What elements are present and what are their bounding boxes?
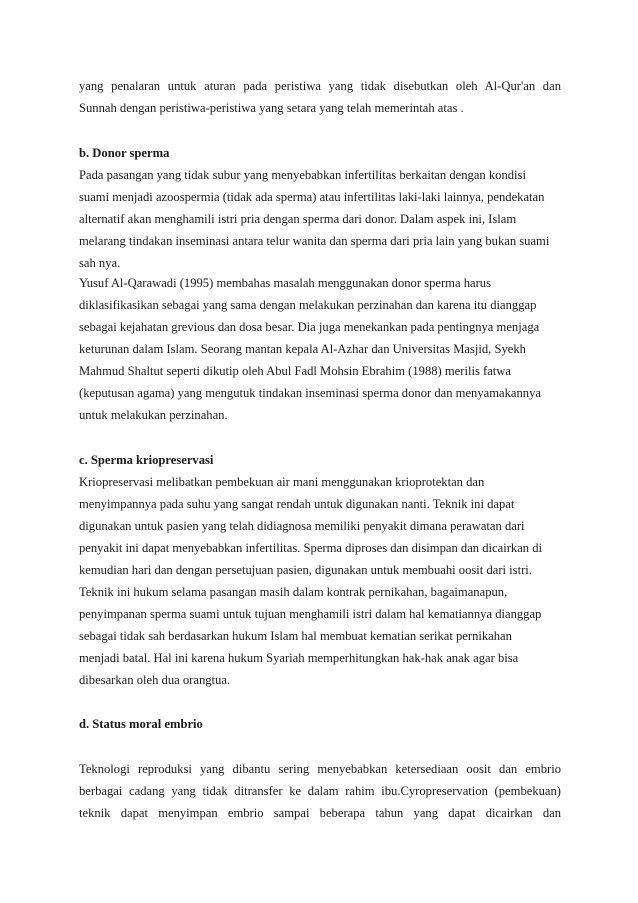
section-b-heading: b. Donor sperma [79,146,170,160]
section-c-line: menyimpannya pada suhu yang sangat rendah untuk digunakan nanti. Teknik ini dapat [79,497,515,511]
section-c-heading: c. Sperma kriopreservasi [79,453,214,467]
section-b-line: keturunan dalam Islam. Seorang mantan kepala Al-Azhar dan Universitas Masjid, Syekh [79,342,526,356]
section-c-line: kemudian hari dan dengan persetujuan pasien, digunakan untuk membuahi oosit dari istri. [79,563,532,577]
section-c-line: digunakan untuk pasien yang telah didiagnosa memiliki penyakit dimana perawatan dari [79,519,525,533]
section-d-heading: d. Status moral embrio [79,717,203,731]
section-b-line: suami menjadi azoospermia (tidak ada sperma) atau infertilitas laki-laki lainnya, pendekatan [79,190,545,204]
intro-line: Sunnah dengan peristiwa-peristiwa yang setara yang telah memerintah atas . [79,101,464,115]
section-b-line: Mahmud Shaltut seperti dikutip oleh Abul Fadl Mohsin Ebrahim (1988) merilis fatwa [79,364,511,378]
intro-line: yang penalaran untuk aturan pada peristiwa yang tidak disebutkan oleh Al-Qur'an dan [79,79,561,93]
section-c-line: Teknik ini hukum selama pasangan masih dalam kontrak pernikahan, bagaimanapun, [79,585,508,599]
section-b-line: diklasifikasikan sebagai yang sama dengan melakukan perzinahan dan karena itu dianggap [79,298,537,312]
section-c-line: penyakit ini dapat menyebabkan infertilitas. Sperma diproses dan disimpan dan dicairkan di [79,541,543,555]
section-b-line: melarang tindakan inseminasi antara telur wanita dan sperma dari pria lain yang bukan suami [79,234,550,248]
section-d-line: berbagai cadang yang tidak ditransfer ke dalam rahim ibu.Cyropreservation (pembekuan) [79,784,561,798]
section-b-line: Pada pasangan yang tidak subur yang menyebabkan infertilitas berkaitan dengan kondisi [79,168,526,182]
section-b-line: sebagai kejahatan grevious dan dosa besar. Dia juga menekankan pada pentingnya menjaga [79,320,540,334]
section-b-line: untuk melakukan perzinahan. [79,408,228,422]
section-d-line: teknik dapat menyimpan embrio sampai beberapa tahun yang dapat dicairkan dan [79,806,561,820]
section-b-line: (keputusan agama) yang mengutuk tindakan inseminasi sperma donor dan menyamakannya [79,386,541,400]
section-c-line: sebagai tidak sah berdasarkan hukum Islam hal membuat kematian serikat pernikahan [79,629,512,643]
section-d-line: Teknologi reproduksi yang dibantu sering menyebabkan ketersediaan oosit dan embrio [79,762,561,776]
section-c-line: penyimpanan sperma suami untuk tujuan menghamili istri dalam hal kematiannya dianggap [79,607,542,621]
section-c-line: dibesarkan oleh dua orangtua. [79,673,231,687]
section-c-line: Kriopreservasi melibatkan pembekuan air mani menggunakan krioprotektan dan [79,475,485,489]
section-b-line: sah nya. [79,256,121,270]
section-b-line: alternatif akan menghamili istri pria dengan sperma dari donor. Dalam aspek ini, Islam [79,212,517,226]
section-c-line: menjadi batal. Hal ini karena hukum Syariah memperhitungkan hak-hak anak agar bisa [79,651,519,665]
section-b-line: Yusuf Al-Qarawadi (1995) membahas masalah menggunakan donor sperma harus [79,276,491,290]
